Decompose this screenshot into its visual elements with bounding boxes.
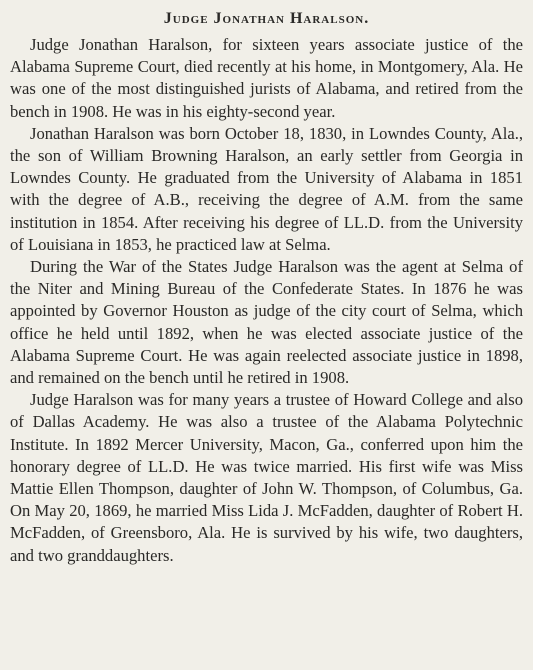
paragraph-3: During the War of the States Judge Haralson was the agent at Selma of the Niter and Mining Bureau of the Confederate States. In 1876 he was appointed by Governor Houston as judge of the city court of Selma, which office he held until 1892, when he was elected associate justice of the Alabama Supreme Court. He was again reelected associate justice in 1898, and remained on the bench until he retired in 1908. <box>10 257 523 388</box>
paragraph-4: Judge Haralson was for many years a trustee of Howard College and also of Dallas Academy. He was also a trustee of the Alabama Polytechnic Institute. In 1892 Mercer University, Macon, Ga., conferred upon him the honorary degree of LL.D. He was twice married. His first wife was Miss Mattie Ellen Thompson, daughter of John W. Thompson, of Columbus, Ga. On May 20, 1869, he married Miss Lida J. McFadden, daughter of Robert H. McFadden, of Greensboro, Ala. He is survived by his wife, two daughters, and two granddaughters. <box>10 390 523 565</box>
paragraph-1: Judge Jonathan Haralson, for sixteen years associate justice of the Alabama Supreme Court, died recently at his home, in Montgomery, Ala. He was one of the most distinguished jurists of Alabama, and retired from the bench in 1908. He was in his eighty-second year. <box>10 35 523 121</box>
document-page <box>10 8 523 567</box>
article-title: Judge Jonathan Haralson. <box>163 10 370 27</box>
paragraph-2: Jonathan Haralson was born October 18, 1830, in Lowndes County, Ala., the son of William Browning Haralson, an early settler from Georgia in Lowndes County. He graduated from the University of Alabama in 1851 with the degree of A.B., receiving the degree of A.M. from the same institution in 1854. After receiving his degree of LL.D. from the University of Louisiana in 1853, he practiced law at Selma. <box>10 123 523 254</box>
